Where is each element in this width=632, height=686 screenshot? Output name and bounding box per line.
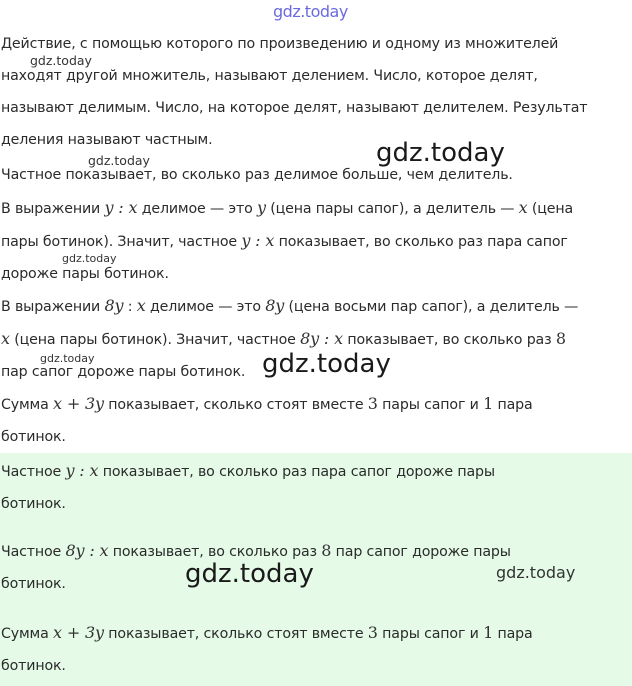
math-expression: y : x xyxy=(65,461,99,480)
expression-y-div-x-paragraph xyxy=(1,192,629,290)
text-fragment: делимое — это xyxy=(137,201,257,217)
math-expression: y xyxy=(257,198,266,217)
text-fragment: показывает, сколько стоят вместе xyxy=(103,397,368,413)
text-fragment: (цена восьми пар сапог), а делитель — xyxy=(284,299,579,315)
text-fragment: Частное xyxy=(1,544,66,560)
text-fragment: показывает, во сколько раз xyxy=(108,544,322,560)
text-line: ботинок. xyxy=(1,658,66,674)
text-line: деления называют частным. xyxy=(1,132,213,148)
math-expression: y : x xyxy=(241,231,275,250)
text-line: Частное показывает, во сколько раз делимое больше, чем делитель. xyxy=(1,167,513,183)
text-line: Действие, с помощью которого по произведению и одному из множителей xyxy=(1,36,559,52)
number: 1 xyxy=(483,623,494,642)
watermark: gdz.today xyxy=(40,352,95,365)
number: 1 xyxy=(483,394,494,413)
text-line: называют делимым. Число, на которое делят, называют делителем. Результат xyxy=(1,100,588,116)
text-line: дороже пары ботинок. xyxy=(1,266,169,282)
text-fragment: пара xyxy=(493,397,533,413)
text-fragment: Сумма xyxy=(1,626,54,642)
text-fragment: показывает, во сколько раз пара сапог xyxy=(274,234,568,250)
text-fragment: пары ботинок). Значит, частное xyxy=(1,234,242,250)
watermark: gdz.today xyxy=(185,559,314,589)
answer-sum xyxy=(1,617,629,682)
text-fragment: (цена пары сапог), а делитель — xyxy=(265,201,519,217)
math-expression: x xyxy=(518,198,528,217)
text-fragment: В выражении xyxy=(1,201,105,217)
math-expression: 8y xyxy=(104,296,124,315)
number: 8 xyxy=(555,329,566,348)
watermark: gdz.today xyxy=(62,252,117,265)
watermark: gdz.today xyxy=(30,53,92,68)
watermark: gdz.today xyxy=(376,138,505,168)
math-expression: x + 3y xyxy=(53,394,104,413)
text-line: ботинок. xyxy=(1,496,66,512)
text-fragment: показывает, сколько стоят вместе xyxy=(103,626,368,642)
text-line: ботинок. xyxy=(1,576,66,592)
text-fragment: пары сапог и xyxy=(377,626,484,642)
math-expression: 8y : x xyxy=(300,329,343,348)
math-expression: x xyxy=(136,296,146,315)
math-expression: y : x xyxy=(104,198,138,217)
sum-expression-paragraph xyxy=(1,388,629,453)
text-fragment: пара xyxy=(493,626,533,642)
text-line: пар сапог дороже пары ботинок. xyxy=(1,364,246,380)
answer-quotient-y-x xyxy=(1,455,629,520)
text-fragment: показывает, во сколько раз xyxy=(342,332,556,348)
definition-paragraph xyxy=(1,28,629,156)
text-fragment: В выражении xyxy=(1,299,105,315)
watermark-top: gdz.today xyxy=(273,2,348,21)
watermark: gdz.today xyxy=(496,563,576,582)
text-fragment: Частное xyxy=(1,464,66,480)
text-line xyxy=(1,388,629,421)
text-line xyxy=(1,192,629,225)
text-fragment: Сумма xyxy=(1,397,54,413)
number: 3 xyxy=(367,394,378,413)
text-fragment: (цена пары ботинок). Значит, частное xyxy=(9,332,301,348)
text-line: ботинок. xyxy=(1,429,66,445)
number: 3 xyxy=(367,623,378,642)
math-expression: x xyxy=(1,329,10,348)
text-fragment: пары сапог и xyxy=(377,397,484,413)
text-fragment: пар сапог дороже пары xyxy=(331,544,511,560)
math-expression: 8y : x xyxy=(65,541,109,560)
text-fragment: делимое — это xyxy=(145,299,266,315)
number: 8 xyxy=(321,541,332,560)
math-expression: 8y xyxy=(265,296,285,315)
text-fragment: (цена xyxy=(527,201,574,217)
watermark: gdz.today xyxy=(88,153,150,168)
text-fragment: : xyxy=(123,299,137,315)
text-line: находят другой множитель, называют делением. Число, которое делят, xyxy=(1,68,538,84)
text-line xyxy=(1,290,629,323)
text-fragment: показывает, во сколько раз пара сапог дороже пары xyxy=(98,464,495,480)
watermark: gdz.today xyxy=(262,349,391,379)
text-line xyxy=(1,617,629,650)
text-line xyxy=(1,455,629,488)
math-expression: x + 3y xyxy=(53,623,104,642)
